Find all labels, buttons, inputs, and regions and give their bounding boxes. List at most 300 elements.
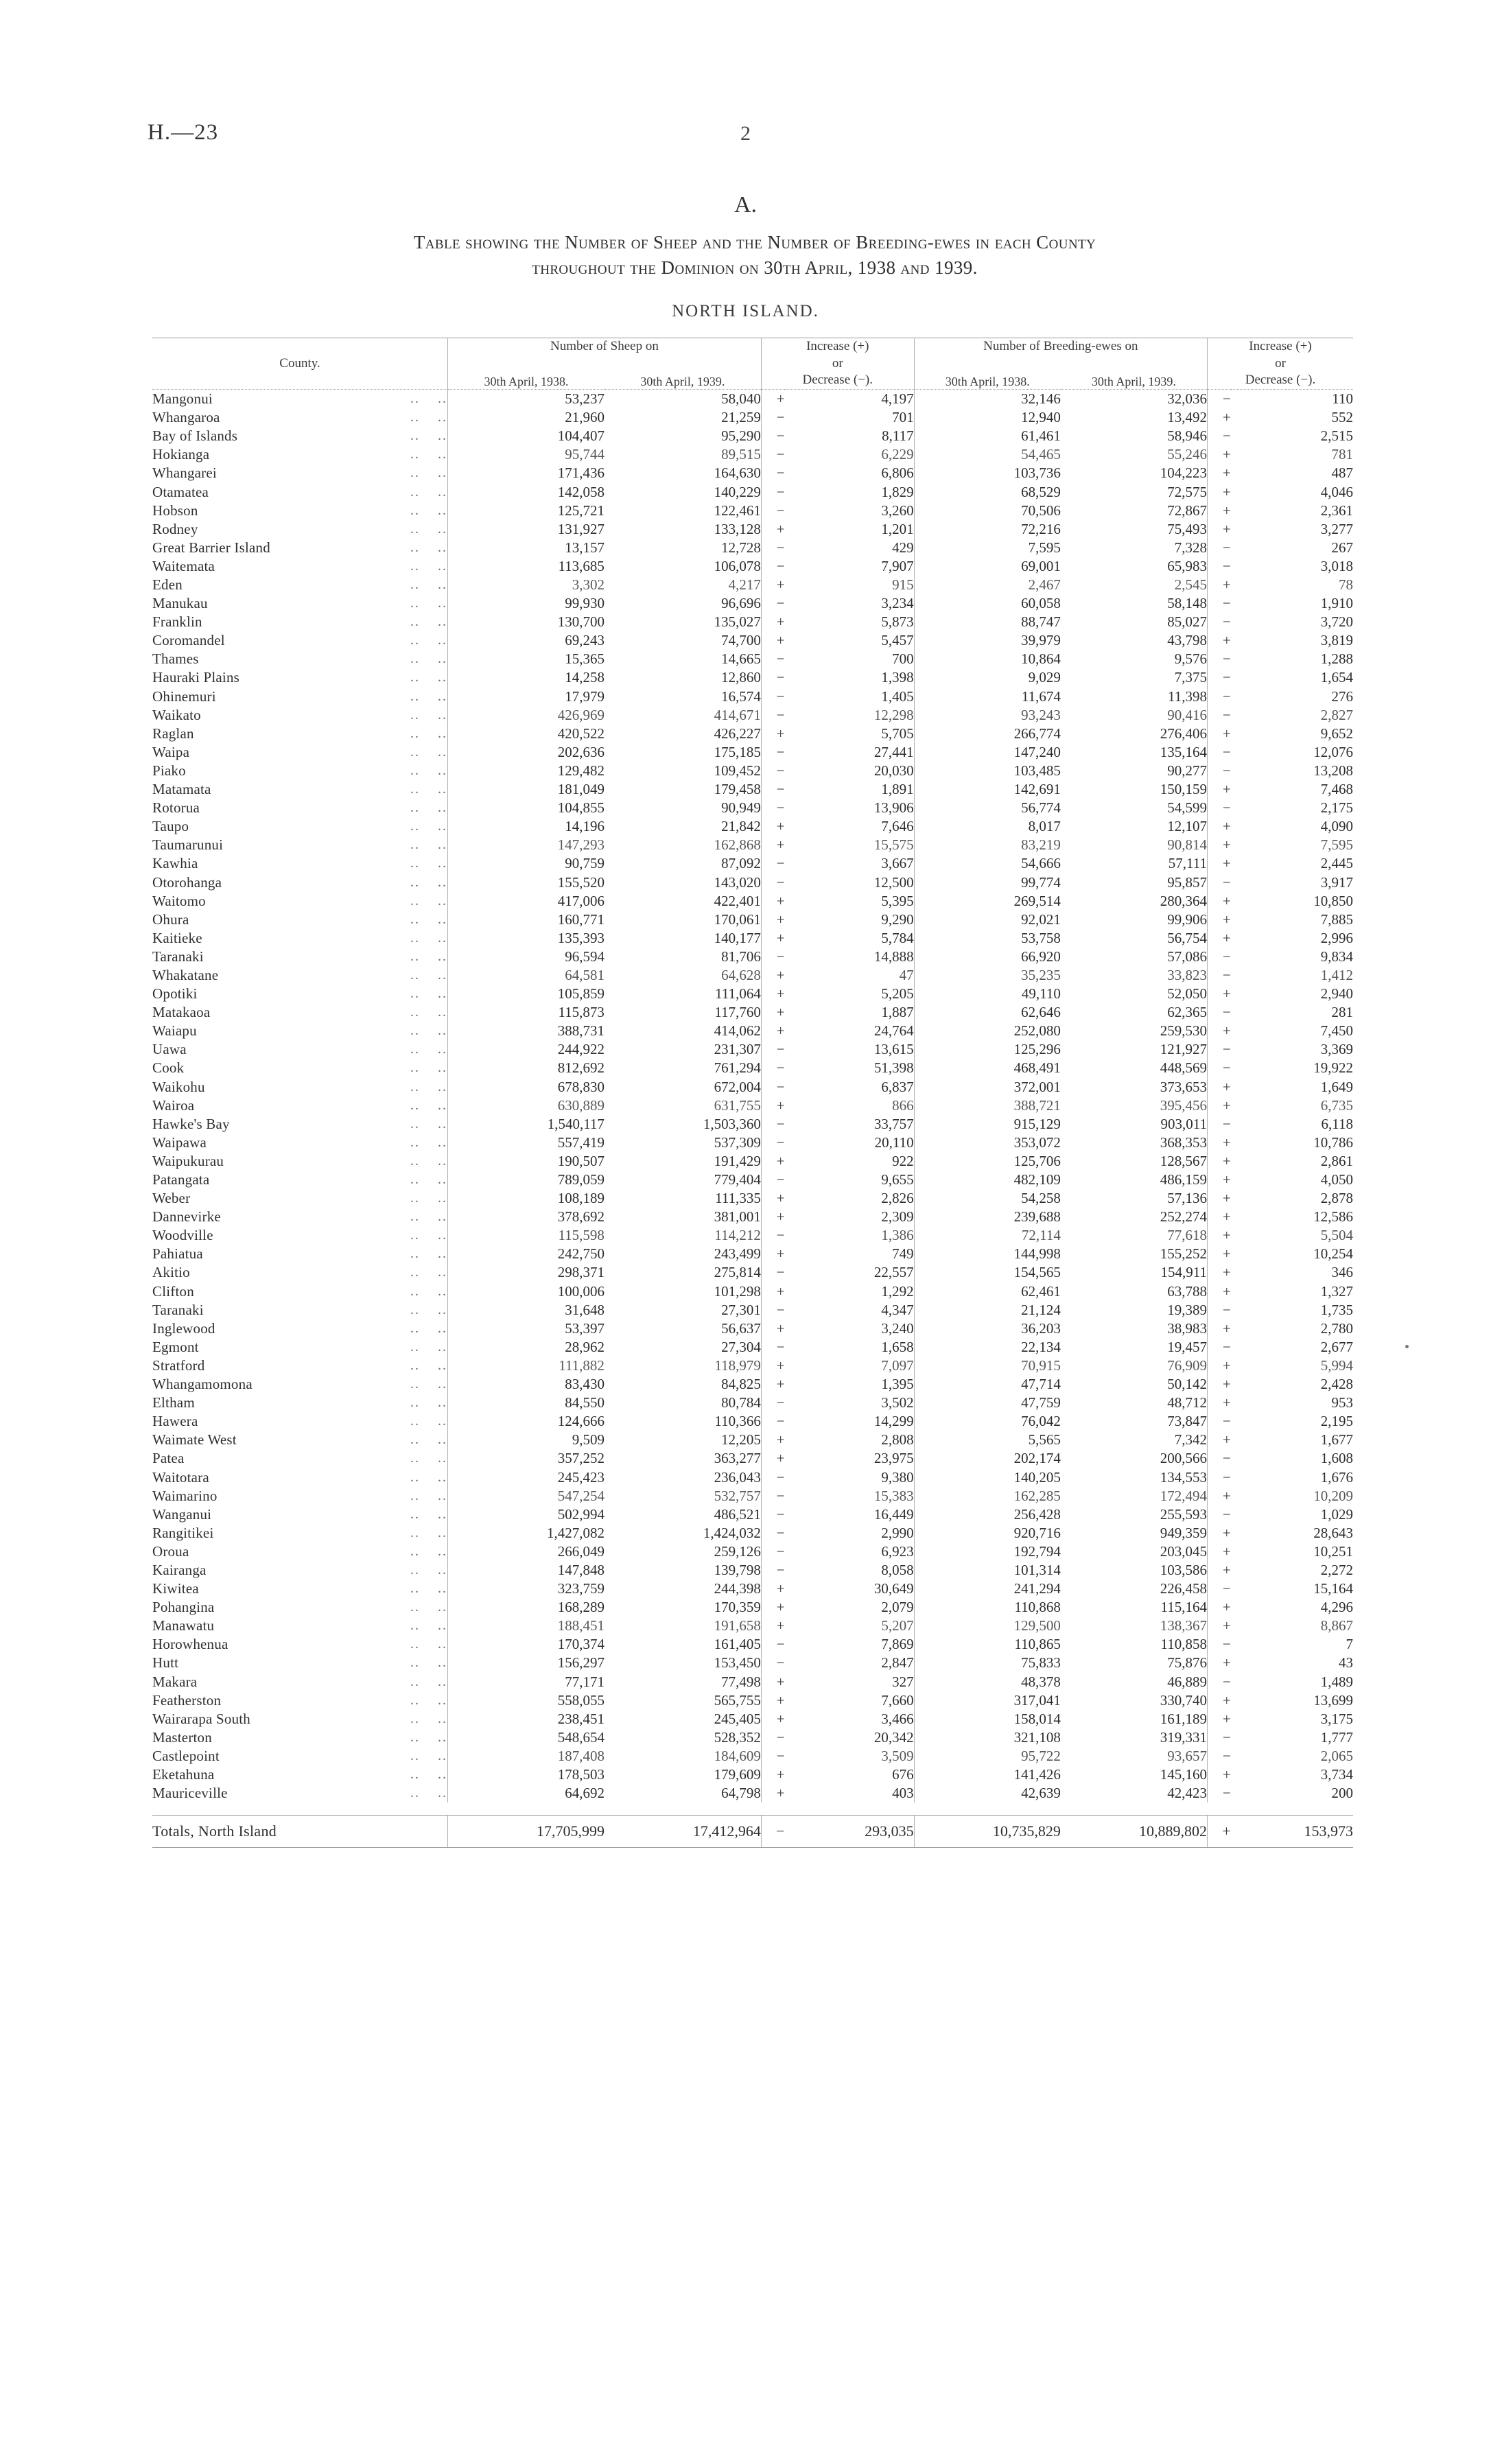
row-ewes-1938: 99,774: [914, 873, 1061, 892]
row-county-name: Opotiki: [152, 985, 198, 1002]
row-sheep-1938: 115,598: [448, 1226, 604, 1245]
row-sheep-change: 15,575: [873, 836, 914, 854]
row-sheep-change: 5,457: [881, 632, 914, 649]
row-ewes-change: 2,445: [1320, 855, 1353, 872]
row-county-name: Thames: [152, 650, 199, 668]
row-sheep-1939: 87,092: [721, 855, 761, 872]
row-county-cell: [152, 390, 448, 409]
row-sheep-1938: 630,889: [448, 1096, 604, 1115]
row-county-name: Mauriceville: [152, 1785, 228, 1802]
row-sheep-1939: 111,335: [715, 1190, 761, 1207]
row-ewes-change: 3,819: [1320, 632, 1353, 649]
row-ewes-change: 10,251: [1313, 1542, 1353, 1560]
row-ewes-1938: 75,833: [914, 1654, 1061, 1672]
row-county-name: Coromandel: [152, 632, 225, 649]
row-sheep-1938: 113,685: [448, 557, 604, 576]
row-sheep-1938: 15,365: [448, 650, 604, 668]
row-county-cell: [152, 762, 448, 780]
row-ewes-1939: 172,494: [1160, 1487, 1207, 1504]
row-county-cell: [152, 892, 448, 911]
row-county-cell: [152, 1710, 448, 1728]
table-row: [152, 1357, 1353, 1375]
row-ewes-change-sign: +: [1208, 1152, 1231, 1171]
row-sheep-change: 915: [892, 576, 914, 593]
row-sheep-change-sign: +: [761, 817, 784, 836]
row-sheep-1938: 190,507: [448, 1152, 604, 1171]
row-sheep-1939: 109,452: [714, 762, 761, 779]
row-sheep-1939: 259,126: [714, 1542, 761, 1560]
row-sheep-change-sign: −: [761, 408, 784, 427]
row-sheep-1939: 118,979: [714, 1357, 761, 1374]
row-county-cell: [152, 613, 448, 631]
row-ewes-change-sign: −: [1208, 1635, 1231, 1654]
row-ewes-change: 7,468: [1320, 781, 1353, 798]
row-ewes-change-sign: +: [1208, 1765, 1231, 1784]
row-county-name: Weber: [152, 1190, 191, 1207]
row-ewes-change: 7: [1346, 1636, 1353, 1653]
row-ewes-1938: 353,072: [914, 1134, 1061, 1152]
row-sheep-change-sign: −: [761, 780, 784, 799]
row-county-name: Waitemata: [152, 557, 215, 574]
table-row: [152, 1710, 1353, 1728]
row-sheep-1939: 236,043: [714, 1468, 761, 1486]
row-county-name: Clifton: [152, 1282, 194, 1300]
row-leader-dots: .. ..: [410, 986, 447, 1002]
table-row: [152, 836, 1353, 854]
row-sheep-change: 12,500: [873, 873, 914, 891]
table-row: [152, 799, 1353, 817]
row-ewes-1939: 368,353: [1160, 1134, 1207, 1151]
row-county-cell: [152, 1468, 448, 1487]
row-ewes-1938: 32,146: [914, 390, 1061, 409]
row-leader-dots: .. ..: [410, 391, 447, 407]
totals-sheep-change: 293,035: [785, 1816, 915, 1848]
row-county-name: Rangitikei: [152, 1524, 214, 1541]
table-row: [152, 1189, 1353, 1208]
row-ewes-1939: 56,754: [1167, 929, 1207, 946]
row-sheep-1939: 74,700: [721, 632, 761, 649]
row-ewes-change: 1,649: [1320, 1078, 1353, 1095]
row-sheep-change-sign: +: [761, 1189, 784, 1208]
row-county-name: Pahiatua: [152, 1245, 203, 1263]
row-ewes-change-sign: −: [1208, 1412, 1231, 1431]
row-ewes-1938: 142,691: [914, 780, 1061, 799]
row-sheep-change-sign: +: [761, 1375, 784, 1394]
row-ewes-change-sign: −: [1208, 1059, 1231, 1077]
row-ewes-1939: 12,107: [1167, 818, 1207, 835]
table-row: [152, 631, 1353, 650]
row-ewes-change-sign: −: [1208, 1449, 1231, 1468]
row-sheep-change: 5,873: [881, 613, 914, 631]
row-ewes-1939: 57,086: [1167, 948, 1207, 965]
row-county-name: Whangaroa: [152, 409, 220, 426]
row-sheep-1938: 202,636: [448, 743, 604, 762]
row-sheep-1939: 184,609: [714, 1747, 761, 1764]
row-ewes-1938: 62,646: [914, 1003, 1061, 1022]
row-leader-dots: .. ..: [410, 1246, 447, 1262]
column-header-group-increase-sheep: [761, 338, 914, 390]
row-leader-dots: .. ..: [410, 893, 447, 908]
row-ewes-1938: 920,716: [914, 1524, 1061, 1542]
row-sheep-change: 327: [892, 1673, 914, 1690]
row-ewes-change-sign: −: [1208, 966, 1231, 985]
row-leader-dots: .. ..: [410, 782, 447, 797]
row-ewes-change-sign: −: [1208, 1468, 1231, 1487]
row-ewes-change: 781: [1331, 446, 1353, 463]
row-ewes-1939: 949,359: [1160, 1524, 1207, 1541]
row-sheep-1939: 111,064: [715, 985, 761, 1002]
row-sheep-change-sign: −: [761, 948, 784, 966]
row-sheep-change: 7,660: [881, 1691, 914, 1709]
row-sheep-change: 3,240: [881, 1319, 914, 1337]
row-sheep-1938: 1,540,117: [448, 1115, 604, 1134]
row-ewes-1939: 110,858: [1160, 1636, 1207, 1653]
row-leader-dots: .. ..: [410, 428, 447, 444]
row-ewes-1939: 226,458: [1160, 1580, 1207, 1597]
row-leader-dots: .. ..: [410, 539, 447, 555]
row-ewes-change-sign: +: [1208, 445, 1231, 464]
row-county-cell: [152, 1505, 448, 1524]
column-header-sheep-1938: 30th April, 1938.: [448, 364, 604, 389]
table-row: [152, 1598, 1353, 1617]
row-ewes-change: 10,254: [1313, 1245, 1353, 1263]
row-county-name: Akitio: [152, 1264, 190, 1281]
row-ewes-change-sign: +: [1208, 1394, 1231, 1412]
row-ewes-1938: 468,491: [914, 1059, 1061, 1077]
row-sheep-change-sign: +: [761, 725, 784, 743]
row-county-cell: [152, 1449, 448, 1468]
table-row: [152, 650, 1353, 668]
row-county-name: Patea: [152, 1450, 185, 1467]
row-sheep-1939: 179,458: [714, 781, 761, 798]
row-county-cell: [152, 1412, 448, 1431]
row-ewes-change-sign: +: [1208, 408, 1231, 427]
row-ewes-1939: 7,328: [1174, 539, 1207, 556]
row-leader-dots: .. ..: [410, 1674, 447, 1689]
row-sheep-change: 24,764: [873, 1022, 914, 1040]
row-county-name: Eltham: [152, 1394, 195, 1411]
row-county-name: Wanganui: [152, 1505, 212, 1523]
caption-line-2: throughout the Dominion on 30th April, 1938 and 1939.: [532, 257, 978, 279]
row-ewes-1939: 75,493: [1167, 520, 1207, 537]
row-ewes-change-sign: +: [1208, 1022, 1231, 1040]
row-county-name: Makara: [152, 1673, 198, 1690]
totals-ewes-1938: 10,735,829: [914, 1816, 1061, 1848]
footer-spacer: [152, 1803, 1353, 1816]
row-ewes-change-sign: +: [1208, 1319, 1231, 1338]
row-ewes-change-sign: −: [1208, 706, 1231, 725]
table-row: [152, 1134, 1353, 1152]
inc1-line3: Decrease (−).: [802, 373, 873, 388]
row-sheep-change: 1,829: [881, 483, 914, 500]
row-ewes-1939: 62,365: [1167, 1004, 1207, 1021]
row-sheep-1939: 27,304: [721, 1338, 761, 1355]
row-sheep-1939: 110,366: [714, 1413, 761, 1430]
table-row: [152, 1040, 1353, 1059]
table-row: [152, 520, 1353, 539]
row-leader-dots: .. ..: [410, 558, 447, 574]
row-sheep-change: 1,386: [881, 1227, 914, 1244]
row-ewes-change: 9,652: [1320, 725, 1353, 742]
row-sheep-1938: 14,196: [448, 817, 604, 836]
row-ewes-1939: 50,142: [1167, 1376, 1207, 1393]
row-county-cell: [152, 1691, 448, 1710]
table-row: [152, 1263, 1353, 1282]
row-sheep-change-sign: −: [761, 1542, 784, 1561]
row-leader-dots: .. ..: [410, 1748, 447, 1763]
row-sheep-1939: 153,450: [714, 1654, 761, 1671]
row-sheep-change: 9,655: [881, 1171, 914, 1188]
row-ewes-change-sign: −: [1208, 1115, 1231, 1134]
row-county-cell: [152, 985, 448, 1003]
row-sheep-1939: 95,290: [721, 427, 761, 445]
row-county-name: Cook: [152, 1059, 185, 1077]
row-county-cell: [152, 911, 448, 929]
row-sheep-1939: 275,814: [714, 1264, 761, 1281]
column-header-ewes-1938: 30th April, 1938.: [914, 364, 1061, 389]
row-leader-dots: .. ..: [410, 948, 447, 964]
row-ewes-1938: 147,240: [914, 743, 1061, 762]
row-ewes-1938: 266,774: [914, 725, 1061, 743]
row-ewes-change-sign: −: [1208, 762, 1231, 780]
row-sheep-1939: 243,499: [714, 1245, 761, 1263]
row-ewes-change-sign: +: [1208, 854, 1231, 873]
row-sheep-1938: 388,731: [448, 1022, 604, 1040]
row-sheep-1938: 187,408: [448, 1747, 604, 1765]
row-sheep-change: 866: [892, 1096, 914, 1114]
row-ewes-change: 4,046: [1320, 483, 1353, 500]
row-county-cell: [152, 1598, 448, 1617]
row-ewes-change-sign: −: [1208, 390, 1231, 409]
row-sheep-1938: 28,962: [448, 1338, 604, 1357]
row-sheep-change-sign: −: [761, 483, 784, 502]
row-leader-dots: .. ..: [410, 911, 447, 927]
row-ewes-change: 281: [1331, 1004, 1353, 1021]
row-sheep-1938: 160,771: [448, 911, 604, 929]
row-sheep-1938: 789,059: [448, 1171, 604, 1189]
row-sheep-change: 2,309: [881, 1208, 914, 1225]
row-county-name: Raglan: [152, 725, 194, 742]
row-ewes-1938: 110,865: [914, 1635, 1061, 1654]
table-row: [152, 873, 1353, 892]
row-sheep-change-sign: −: [761, 762, 784, 780]
row-ewes-1939: 115,164: [1160, 1599, 1207, 1616]
row-sheep-change-sign: −: [761, 1524, 784, 1542]
row-county-name: Kairanga: [152, 1561, 207, 1578]
row-ewes-1938: 47,759: [914, 1394, 1061, 1412]
row-sheep-change-sign: −: [761, 854, 784, 873]
row-ewes-1939: 138,367: [1160, 1617, 1207, 1634]
row-county-cell: [152, 502, 448, 520]
row-sheep-change-sign: −: [761, 557, 784, 576]
row-sheep-change: 2,808: [881, 1431, 914, 1448]
row-sheep-1939: 161,405: [714, 1636, 761, 1653]
row-county-cell: [152, 743, 448, 762]
row-ewes-1938: 162,285: [914, 1487, 1061, 1505]
row-county-name: Manukau: [152, 595, 208, 612]
row-sheep-change: 13,906: [873, 799, 914, 817]
row-ewes-1938: 103,736: [914, 464, 1061, 482]
row-ewes-change-sign: +: [1208, 780, 1231, 799]
row-sheep-1938: 298,371: [448, 1263, 604, 1282]
row-sheep-change-sign: +: [761, 1282, 784, 1301]
row-county-name: Great Barrier Island: [152, 539, 270, 556]
row-ewes-change: 2,940: [1320, 985, 1353, 1002]
row-sheep-1938: 111,882: [448, 1357, 604, 1375]
row-ewes-1939: 200,566: [1160, 1450, 1207, 1467]
row-sheep-1939: 64,628: [721, 966, 761, 983]
row-ewes-1939: 486,159: [1160, 1171, 1207, 1188]
row-ewes-1938: 317,041: [914, 1691, 1061, 1710]
row-ewes-change-sign: −: [1208, 743, 1231, 762]
row-county-name: Franklin: [152, 613, 202, 631]
row-ewes-1939: 104,223: [1160, 465, 1207, 482]
row-ewes-change: 28,643: [1313, 1524, 1353, 1541]
row-sheep-1939: 21,842: [721, 818, 761, 835]
table-row: [152, 1003, 1353, 1022]
row-sheep-1938: 108,189: [448, 1189, 604, 1208]
totals-ewes-change-sign: +: [1208, 1816, 1231, 1848]
row-sheep-1938: 13,157: [448, 539, 604, 557]
row-ewes-1939: 319,331: [1160, 1728, 1207, 1746]
row-leader-dots: .. ..: [410, 596, 447, 611]
row-ewes-1939: 77,618: [1167, 1227, 1207, 1244]
row-ewes-1938: 5,565: [914, 1431, 1061, 1449]
table-row: [152, 1449, 1353, 1468]
row-county-name: Eden: [152, 576, 183, 593]
row-ewes-1938: 125,296: [914, 1040, 1061, 1059]
row-sheep-change: 30,649: [873, 1580, 914, 1597]
row-sheep-change-sign: −: [761, 1226, 784, 1245]
row-county-cell: [152, 1728, 448, 1747]
row-leader-dots: .. ..: [410, 447, 447, 462]
row-ewes-1938: 62,461: [914, 1282, 1061, 1301]
row-sheep-change: 3,509: [881, 1747, 914, 1764]
row-ewes-change: 12,586: [1313, 1208, 1353, 1225]
row-ewes-change: 9,834: [1320, 948, 1353, 965]
row-county-name: Eketahuna: [152, 1766, 215, 1783]
row-ewes-1939: 280,364: [1160, 892, 1207, 909]
row-leader-dots: .. ..: [410, 1023, 447, 1039]
row-county-cell: [152, 1784, 448, 1803]
row-ewes-1939: 52,050: [1167, 985, 1207, 1002]
row-leader-dots: .. ..: [410, 1357, 447, 1373]
row-ewes-1939: 373,653: [1160, 1078, 1207, 1095]
row-ewes-change-sign: +: [1208, 1710, 1231, 1728]
row-sheep-1938: 3,302: [448, 576, 604, 594]
table-row: [152, 948, 1353, 966]
row-sheep-1938: 242,750: [448, 1245, 604, 1263]
row-county-cell: [152, 1338, 448, 1357]
row-sheep-1938: 245,423: [448, 1468, 604, 1487]
table-row: [152, 1208, 1353, 1226]
table-row: [152, 502, 1353, 520]
row-county-cell: [152, 1208, 448, 1226]
row-ewes-1939: 73,847: [1167, 1413, 1207, 1430]
row-ewes-1939: 32,036: [1167, 390, 1207, 408]
row-leader-dots: .. ..: [410, 410, 447, 425]
row-leader-dots: .. ..: [410, 1767, 447, 1782]
row-ewes-1939: 2,545: [1174, 576, 1207, 593]
row-county-cell: [152, 688, 448, 706]
row-sheep-change: 1,891: [881, 781, 914, 798]
totals-ewes-1939: 10,889,802: [1061, 1816, 1208, 1848]
row-ewes-1939: 903,011: [1160, 1115, 1207, 1132]
row-sheep-change: 3,234: [881, 595, 914, 612]
row-sheep-1938: 9,509: [448, 1431, 604, 1449]
row-sheep-change-sign: −: [761, 1561, 784, 1580]
row-ewes-1939: 54,599: [1167, 799, 1207, 817]
table-row: [152, 1617, 1353, 1635]
row-ewes-change: 2,175: [1320, 799, 1353, 817]
table-caption: [151, 230, 1359, 281]
row-county-cell: [152, 557, 448, 576]
row-leader-dots: .. ..: [410, 819, 447, 834]
row-sheep-change: 1,398: [881, 669, 914, 686]
row-sheep-change: 3,667: [881, 855, 914, 872]
row-sheep-1939: 1,503,360: [703, 1115, 761, 1132]
row-ewes-change-sign: −: [1208, 594, 1231, 613]
row-county-cell: [152, 594, 448, 613]
inc2-line3: Decrease (−).: [1245, 373, 1316, 388]
ink-speck: [1405, 1345, 1409, 1348]
row-ewes-change-sign: +: [1208, 1431, 1231, 1449]
row-ewes-1938: 915,129: [914, 1115, 1061, 1134]
table-row: [152, 1468, 1353, 1487]
row-sheep-change-sign: −: [761, 1134, 784, 1152]
row-sheep-1939: 84,825: [721, 1376, 761, 1393]
row-county-cell: [152, 1189, 448, 1208]
row-sheep-1938: 14,258: [448, 668, 604, 687]
row-sheep-1938: 244,922: [448, 1040, 604, 1059]
row-sheep-1938: 171,436: [448, 464, 604, 482]
table-row: [152, 668, 1353, 687]
row-county-cell: [152, 631, 448, 650]
row-leader-dots: .. ..: [410, 800, 447, 816]
row-leader-dots: .. ..: [410, 1525, 447, 1540]
row-sheep-1939: 89,515: [721, 446, 761, 463]
row-ewes-1939: 9,576: [1174, 650, 1207, 668]
row-county-name: Inglewood: [152, 1319, 215, 1337]
row-ewes-change: 3,369: [1320, 1041, 1353, 1058]
row-sheep-change: 6,806: [881, 465, 914, 482]
row-county-name: Kaitieke: [152, 929, 202, 946]
row-ewes-1939: 135,164: [1160, 743, 1207, 760]
row-ewes-1938: 95,722: [914, 1747, 1061, 1765]
row-county-name: Stratford: [152, 1357, 205, 1374]
row-ewes-change-sign: +: [1208, 576, 1231, 594]
row-sheep-change: 1,887: [881, 1004, 914, 1021]
table-row: [152, 911, 1353, 929]
row-sheep-change: 5,395: [881, 892, 914, 909]
row-ewes-change-sign: +: [1208, 836, 1231, 854]
table-row: [152, 1691, 1353, 1710]
row-county-cell: [152, 1319, 448, 1338]
row-sheep-change: 3,260: [881, 502, 914, 519]
row-sheep-1939: 77,498: [721, 1673, 761, 1690]
row-sheep-1938: 135,393: [448, 929, 604, 948]
row-ewes-change: 2,878: [1320, 1190, 1353, 1207]
row-ewes-1938: 70,915: [914, 1357, 1061, 1375]
row-ewes-1938: 53,758: [914, 929, 1061, 948]
row-county-name: Featherston: [152, 1691, 222, 1709]
row-leader-dots: .. ..: [410, 1562, 447, 1577]
row-sheep-1939: 12,860: [721, 669, 761, 686]
row-sheep-1938: 53,397: [448, 1319, 604, 1338]
table-row: [152, 1078, 1353, 1096]
row-ewes-change-sign: +: [1208, 1654, 1231, 1672]
row-ewes-1939: 330,740: [1160, 1691, 1207, 1709]
